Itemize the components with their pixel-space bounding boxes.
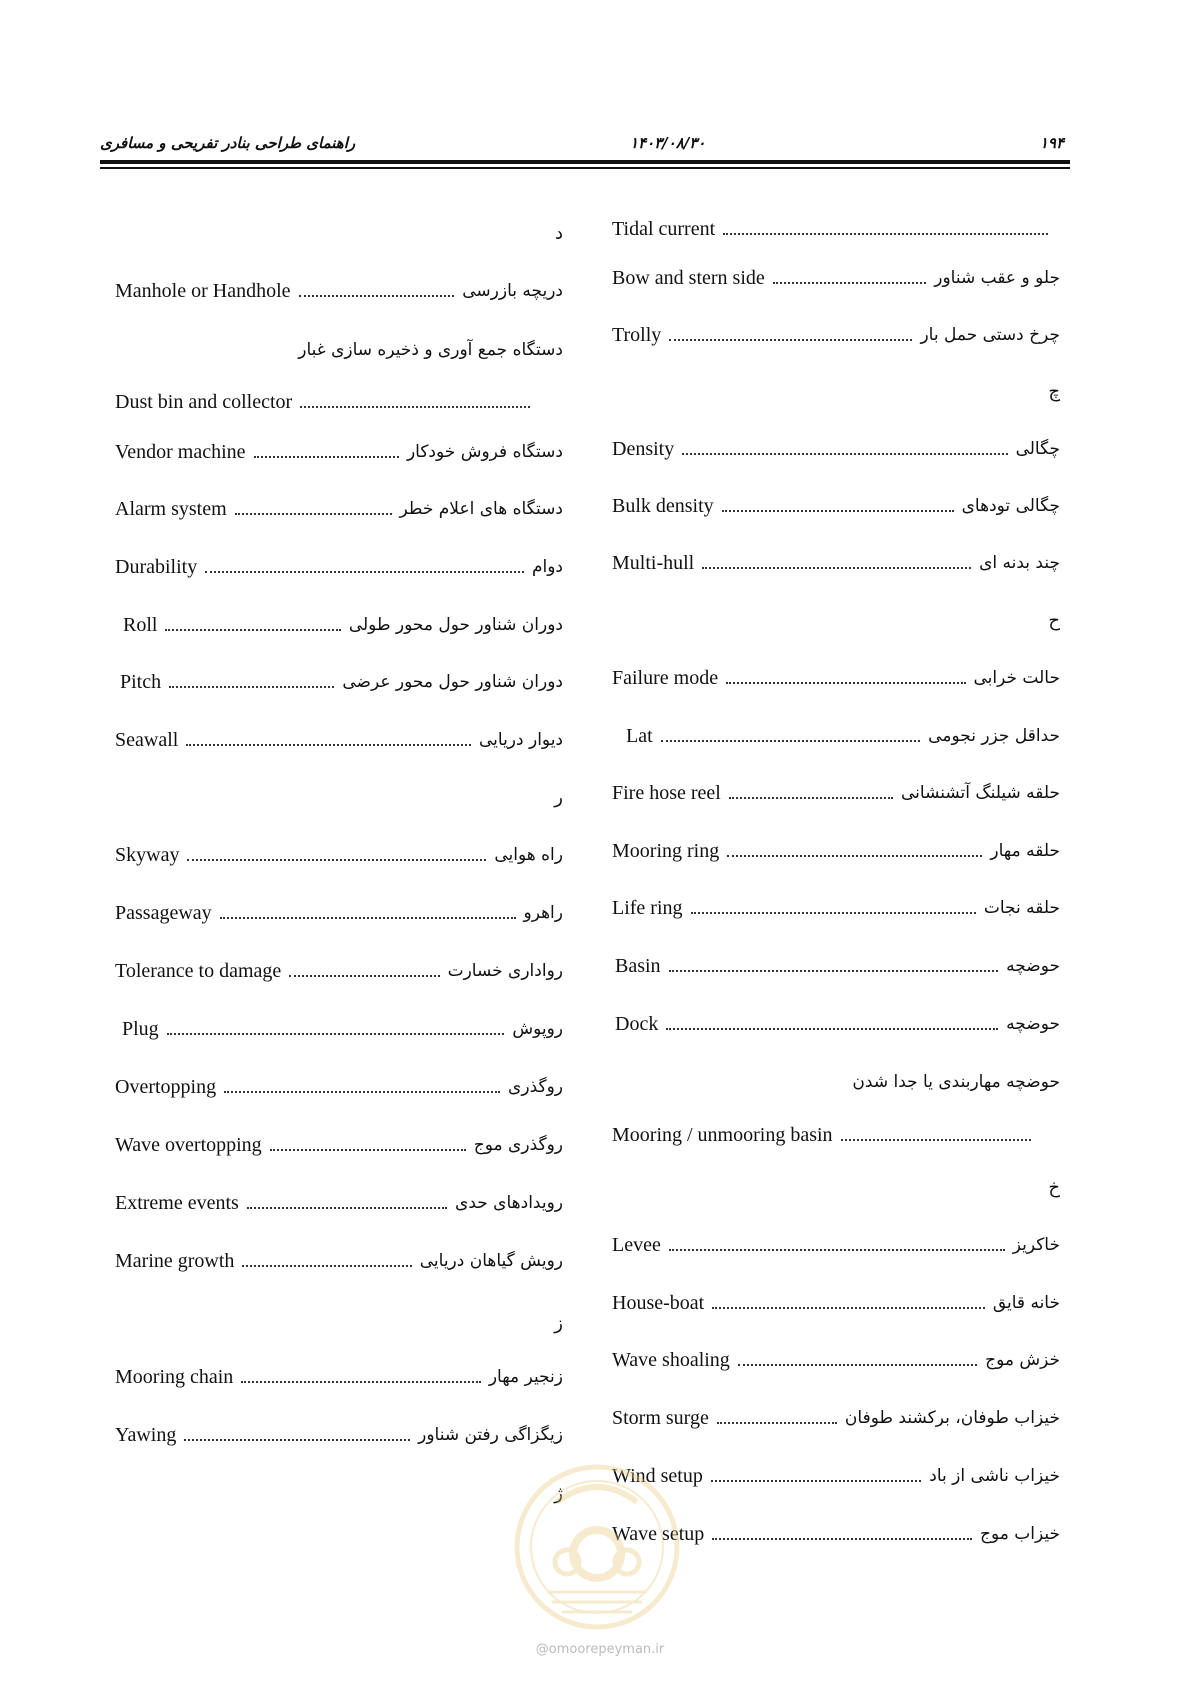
dot-leader [669,970,999,972]
term-persian: خیزاب طوفان، برکشند طوفان [844,1408,1060,1428]
term-persian: رواداری خسارت [447,961,563,981]
glossary-entry [612,547,1060,579]
glossary-entry [115,1071,563,1103]
term-english: Bow and stern side [612,266,765,289]
term-persian: روگذری [508,1077,563,1097]
glossary-entry [115,1361,563,1393]
term-english: Multi-hull [612,551,695,574]
term-persian: جلو و عقب شناور [934,268,1060,288]
glossary-entry [612,319,1060,351]
term-persian: حلقه مهار [990,841,1060,861]
dot-leader [666,1028,998,1030]
glossary-entry [115,1419,563,1451]
term-english: Overtopping [115,1075,217,1098]
glossary-entry [612,490,1060,522]
term-persian: خانه قایق [992,1293,1060,1313]
term-english: Plug [122,1017,159,1040]
term-english: Bulk density [612,494,714,517]
header-rule-thin [100,167,1070,169]
dot-leader [717,1422,837,1424]
glossary-entry [115,1129,563,1161]
glossary-entry [612,433,1060,465]
section-letter: ژ [554,1483,563,1504]
glossary-entry [115,666,563,698]
term-persian: حلقه نجات [983,898,1060,918]
term-persian: دستگاه فروش خودکار [406,442,563,462]
term-persian: حلقه شیلنگ آتشنشانی [900,783,1060,803]
glossary-entry [115,334,563,366]
term-english: Manhole or Handhole [115,279,291,302]
glossary-entry [612,777,1060,809]
term-persian: حالت خرابی [973,668,1060,688]
glossary-entry [115,724,563,756]
term-english: Density [612,437,675,460]
term-english: Wave shoaling [612,1348,730,1371]
term-english: Wave overtopping [115,1133,262,1156]
page-header [100,128,1070,156]
term-persian: دوران شناور حول محور طولی [348,615,563,635]
dot-leader [669,1249,1005,1251]
page-number: ۱۹۴ [1039,134,1064,152]
term-english: Pitch [120,670,162,693]
term-persian: زنجیر مهار [488,1367,563,1387]
term-english: Wave setup [612,1522,705,1545]
term-persian: چگالی تودهای [961,496,1060,516]
dot-leader [669,339,912,341]
section-letter: د [554,223,563,244]
term-persian: راه هوایی [494,845,563,865]
term-english: Passageway [115,901,212,924]
glossary-entry [612,213,1060,245]
glossary-entry [612,1119,1060,1151]
dot-leader [165,629,340,631]
glossary-entry [115,955,563,987]
term-persian: حوضچه [1006,956,1060,976]
watermark-url: @omoorepeyman.ir [535,1642,665,1657]
dot-leader [205,571,524,573]
glossary-entry [612,892,1060,924]
glossary-entry [612,1229,1060,1261]
dot-leader [270,1149,466,1151]
dot-leader [235,513,392,515]
term-english: Failure mode [612,666,719,689]
glossary-entry [115,1187,563,1219]
term-english: Levee [612,1233,661,1256]
term-persian: خیزاب موج [979,1524,1060,1544]
term-english: Alarm system [115,497,227,520]
term-english: Extreme events [115,1191,239,1214]
glossary-entry [115,609,563,641]
term-english: Tolerance to damage [115,959,282,982]
term-persian: خیزاب ناشی از باد [929,1466,1060,1486]
glossary-entry [115,493,563,525]
dot-leader [841,1139,1031,1141]
dot-leader [711,1480,921,1482]
glossary-entry [612,1066,1060,1098]
book-title: راهنمای طراحی بنادر تفریحی و مسافری [100,134,356,152]
dot-leader [773,282,926,284]
dot-leader [184,1439,410,1441]
term-persian: راهرو [523,903,563,923]
term-persian: دوران شناور حول محور عرضی [342,672,563,692]
dot-leader [300,406,530,408]
dot-leader [738,1364,977,1366]
term-persian: زیگزاگی رفتن شناور [418,1425,563,1445]
term-english: Seawall [115,728,179,751]
glossary-entry [612,662,1060,694]
dot-leader [712,1307,985,1309]
term-persian: چگالی [1015,439,1060,459]
term-english: Dock [615,1012,659,1035]
term-persian: چرخ دستی حمل بار [920,325,1060,345]
dot-leader [241,1381,481,1383]
glossary-entry [612,720,1060,752]
term-english: Fire hose reel [612,781,721,804]
dot-leader [187,859,486,861]
term-english: Life ring [612,896,683,919]
dot-leader [729,797,893,799]
term-persian: چند بدنه ای [979,553,1060,573]
glossary-entry [612,1344,1060,1376]
glossary-entry [612,1008,1060,1040]
term-persian: حوضچه مهاربندی یا جدا شدن [852,1072,1060,1092]
glossary-entry [115,1013,563,1045]
term-persian: روپوش [512,1019,563,1039]
term-persian: خاکریز [1012,1235,1060,1255]
watermark-seal-icon [512,1462,682,1632]
section-letter: ر [554,787,563,808]
term-persian: رویدادهای حدی [455,1193,563,1213]
term-english: Mooring chain [115,1365,234,1388]
term-english: Roll [123,613,158,636]
term-english: Wind setup [612,1464,703,1487]
section-letter: خ [1048,1177,1060,1198]
section-letter: ز [554,1313,563,1334]
header-date: ۱۴۰۳/۰۸/۳۰ [630,134,706,152]
dot-leader [723,233,1048,235]
term-persian: رویش گیاهان دریایی [419,1251,563,1271]
header-rule-thick [100,160,1070,164]
glossary-entry [115,1245,563,1277]
term-persian: حداقل جزر نجومی [928,726,1060,746]
dot-leader [727,855,982,857]
term-persian: دستگاه های اعلام خطر [399,499,563,519]
term-english: Trolly [612,323,662,346]
dot-leader [661,740,921,742]
dot-leader [299,295,455,297]
glossary-entry [115,551,563,583]
dot-leader [691,912,976,914]
term-english: Vendor machine [115,440,246,463]
dot-leader [186,744,471,746]
dot-leader [722,510,954,512]
term-persian: دستگاه جمع آوری و ذخیره سازی غبار [298,340,563,360]
glossary-entry [115,436,563,468]
glossary-entry [115,897,563,929]
term-english: Mooring ring [612,839,720,862]
dot-leader [220,917,516,919]
glossary-entry [115,386,563,418]
term-persian: حوضچه [1006,1014,1060,1034]
glossary-entry [612,1402,1060,1434]
term-english: Dust bin and collector [115,390,293,413]
term-persian: روگذری موج [473,1135,563,1155]
dot-leader [254,456,399,458]
section-letter: ح [1048,610,1060,631]
dot-leader [702,567,971,569]
term-english: Skyway [115,843,180,866]
dot-leader [224,1091,500,1093]
term-persian: دوام [531,557,563,577]
term-english: Tidal current [612,217,716,240]
term-english: Mooring / unmooring basin [612,1123,833,1146]
dot-leader [682,453,1007,455]
dot-leader [242,1265,411,1267]
term-english: House-boat [612,1291,705,1314]
dot-leader [712,1538,972,1540]
dot-leader [289,975,439,977]
term-persian: خزش موج [985,1350,1060,1370]
dot-leader [169,686,334,688]
term-english: Basin [615,954,661,977]
glossary-entry [115,839,563,871]
term-english: Durability [115,555,198,578]
term-persian: دیوار دریایی [478,730,563,750]
glossary-entry [612,262,1060,294]
term-english: Lat [626,724,653,747]
term-english: Marine growth [115,1249,235,1272]
dot-leader [726,682,965,684]
term-english: Storm surge [612,1406,709,1429]
glossary-entry [612,950,1060,982]
term-persian: دریچه بازرسی [462,281,563,301]
glossary-entry [612,835,1060,867]
glossary-entry [115,275,563,307]
glossary-entry [612,1287,1060,1319]
section-letter: چ [1048,381,1060,402]
dot-leader [167,1033,505,1035]
dot-leader [247,1207,447,1209]
term-english: Yawing [115,1423,177,1446]
